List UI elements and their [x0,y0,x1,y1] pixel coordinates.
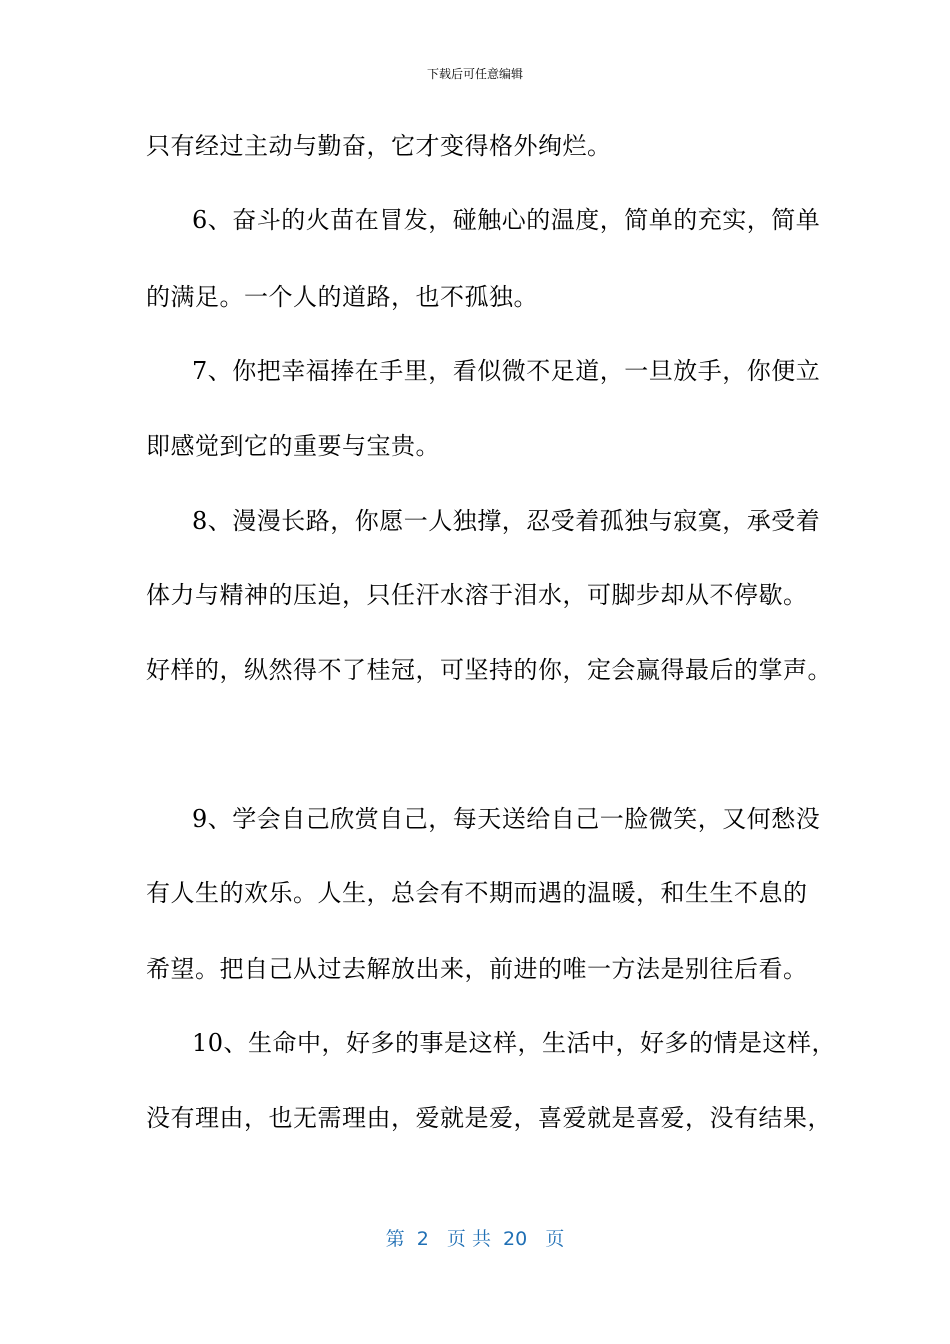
paragraph-10-line: 10、生命中，好多的事是这样，生活中，好多的情是这样， [192,1029,837,1057]
body-line: 即感觉到它的重要与宝贵。 [146,432,440,460]
page-number-footer: 第 2 页 共 20 页 [385,1228,565,1250]
page-header-note: 下载后可任意编辑 [426,67,523,81]
body-line: 有人生的欢乐。人生，总会有不期而遇的温暖，和生生不息的 [146,879,808,907]
body-line: 希望。把自己从过去解放出来，前进的唯一方法是别往后看。 [146,955,808,983]
body-line: 体力与精神的压迫，只任汗水溶于泪水，可脚步却从不停歇。 [146,581,808,609]
paragraph-6-line: 6、奋斗的火苗在冒发，碰触心的温度，简单的充实，简单 [192,206,821,234]
body-line: 好样的，纵然得不了桂冠，可坚持的你，定会赢得最后的掌声。 [146,656,832,684]
body-line: 没有理由，也无需理由，爱就是爱，喜爱就是喜爱，没有结果， [146,1104,832,1132]
paragraph-7-line: 7、你把幸福捧在手里，看似微不足道，一旦放手，你便立 [192,357,821,385]
body-line: 只有经过主动与勤奋，它才变得格外绚烂。 [146,132,612,160]
paragraph-8-line: 8、漫漫长路，你愿一人独撑，忍受着孤独与寂寞，承受着 [192,507,821,535]
paragraph-9-line: 9、学会自己欣赏自己，每天送给自己一脸微笑，又何愁没 [192,805,821,833]
body-line: 的满足。一个人的道路，也不孤独。 [146,283,538,311]
